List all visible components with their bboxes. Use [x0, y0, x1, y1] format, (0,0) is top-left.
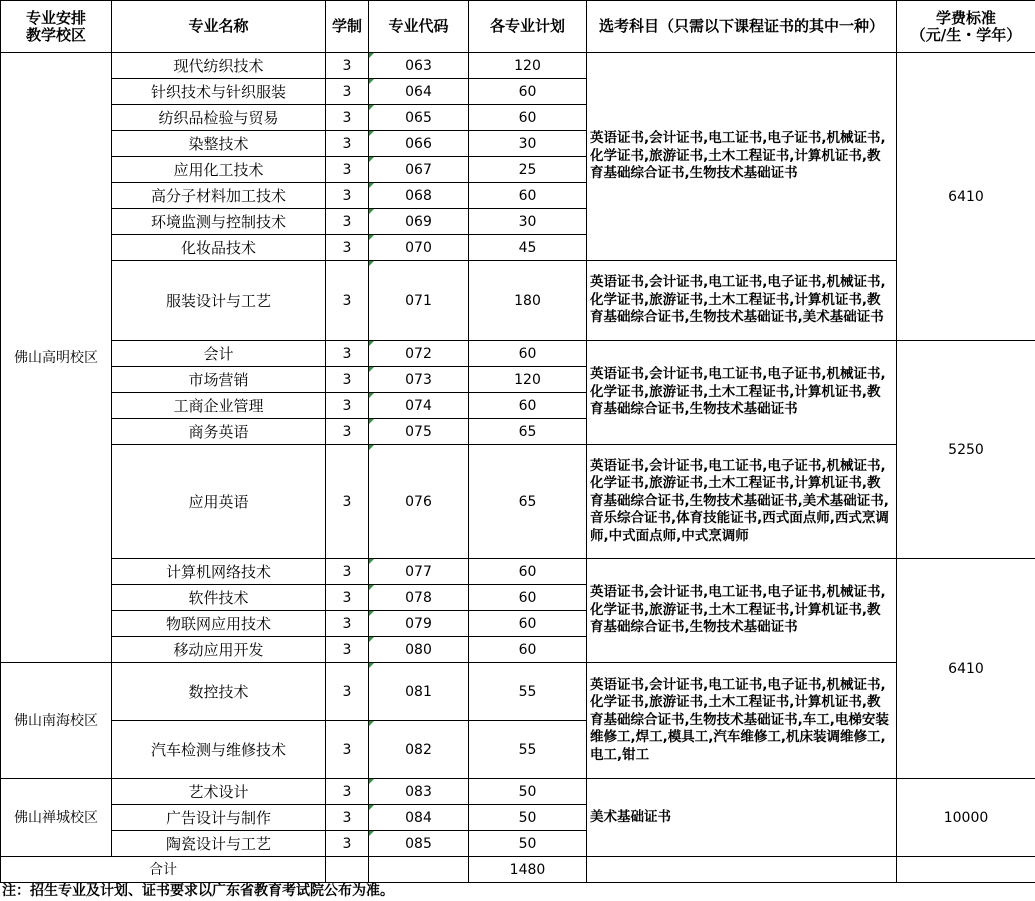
- major-plan: 55: [469, 663, 587, 721]
- major-years: 3: [326, 131, 369, 157]
- major-years: 3: [326, 79, 369, 105]
- major-years: 3: [326, 559, 369, 585]
- major-name: 工商企业管理: [112, 393, 326, 419]
- major-years: 3: [326, 53, 369, 79]
- table-row: [1, 663, 1035, 721]
- major-name: 物联网应用技术: [112, 611, 326, 637]
- major-name: 汽车检测与维修技术: [112, 721, 326, 779]
- major-code: 067: [369, 157, 469, 183]
- fee-cell: 5250: [897, 341, 1035, 559]
- major-plan: 120: [469, 367, 587, 393]
- major-plan: 60: [469, 105, 587, 131]
- fee-cell: 6410: [897, 559, 1035, 779]
- fee-cell: 10000: [897, 779, 1035, 857]
- major-years: 3: [326, 445, 369, 559]
- major-name: 服装设计与工艺: [112, 261, 326, 341]
- campus-cell: 佛山高明校区: [1, 53, 112, 663]
- major-name: 应用化工技术: [112, 157, 326, 183]
- header-years: 学制: [326, 1, 369, 53]
- subjects-cell: 英语证书,会计证书,电工证书,电子证书,机械证书,化学证书,旅游证书,土木工程证书,计算机证书,教育基础综合证书,生物技术基础证书,车工,电梯安装维修工,焊工,模具工,汽车维修工,机床装调维修工,电工,钳工: [587, 663, 897, 779]
- major-code: 082: [369, 721, 469, 779]
- major-years: 3: [326, 831, 369, 857]
- major-years: 3: [326, 585, 369, 611]
- major-years: 3: [326, 779, 369, 805]
- total-years-empty: [326, 857, 369, 883]
- table-row: [1, 445, 1035, 559]
- header-campus: 专业安排 教学校区: [1, 1, 112, 53]
- major-plan: 180: [469, 261, 587, 341]
- table-row: [1, 261, 1035, 341]
- major-years: 3: [326, 261, 369, 341]
- major-years: 3: [326, 235, 369, 261]
- major-plan: 65: [469, 419, 587, 445]
- major-plan: 60: [469, 585, 587, 611]
- major-name: 商务英语: [112, 419, 326, 445]
- total-subjects-empty: [587, 857, 897, 883]
- major-name: 艺术设计: [112, 779, 326, 805]
- header-plan: 各专业计划: [469, 1, 587, 53]
- subjects-cell: 英语证书,会计证书,电工证书,电子证书,机械证书,化学证书,旅游证书,土木工程证书,计算机证书,教育基础综合证书,生物技术基础证书,美术基础证书: [587, 261, 897, 341]
- major-years: 3: [326, 721, 369, 779]
- major-code: 077: [369, 559, 469, 585]
- major-plan: 30: [469, 209, 587, 235]
- major-plan: 55: [469, 721, 587, 779]
- major-years: 3: [326, 209, 369, 235]
- major-plan: 60: [469, 341, 587, 367]
- subjects-cell: 美术基础证书: [587, 779, 897, 857]
- major-code: 070: [369, 235, 469, 261]
- major-name: 数控技术: [112, 663, 326, 721]
- major-years: 3: [326, 393, 369, 419]
- major-name: 计算机网络技术: [112, 559, 326, 585]
- major-code: 065: [369, 105, 469, 131]
- major-code: 064: [369, 79, 469, 105]
- major-code: 084: [369, 805, 469, 831]
- major-code: 071: [369, 261, 469, 341]
- major-plan: 30: [469, 131, 587, 157]
- major-code: 079: [369, 611, 469, 637]
- major-years: 3: [326, 663, 369, 721]
- major-plan: 60: [469, 611, 587, 637]
- major-code: 078: [369, 585, 469, 611]
- major-code: 063: [369, 53, 469, 79]
- major-years: 3: [326, 367, 369, 393]
- major-code: 075: [369, 419, 469, 445]
- table-row: [1, 779, 1035, 805]
- major-name: 会计: [112, 341, 326, 367]
- major-name: 染整技术: [112, 131, 326, 157]
- major-years: 3: [326, 183, 369, 209]
- major-name: 市场营销: [112, 367, 326, 393]
- total-row: [1, 857, 1035, 883]
- major-plan: 60: [469, 637, 587, 663]
- major-years: 3: [326, 105, 369, 131]
- header-name: 专业名称: [112, 1, 326, 53]
- major-code: 069: [369, 209, 469, 235]
- subjects-cell: 英语证书,会计证书,电工证书,电子证书,机械证书,化学证书,旅游证书,土木工程证书,计算机证书,教育基础综合证书,生物技术基础证书: [587, 341, 897, 445]
- header-fee: 学费标准 （元/生・学年）: [897, 1, 1035, 53]
- major-code: 076: [369, 445, 469, 559]
- fee-cell: 6410: [897, 53, 1035, 341]
- subjects-cell: 英语证书,会计证书,电工证书,电子证书,机械证书,化学证书,旅游证书,土木工程证书,计算机证书,教育基础综合证书,生物技术基础证书: [587, 559, 897, 663]
- header-code: 专业代码: [369, 1, 469, 53]
- campus-cell: 佛山禅城校区: [1, 779, 112, 857]
- table-row: [1, 341, 1035, 367]
- major-code: 080: [369, 637, 469, 663]
- major-name: 广告设计与制作: [112, 805, 326, 831]
- major-name: 高分子材料加工技术: [112, 183, 326, 209]
- major-code: 066: [369, 131, 469, 157]
- total-plan: 1480: [469, 857, 587, 883]
- major-code: 074: [369, 393, 469, 419]
- major-name: 化妆品技术: [112, 235, 326, 261]
- major-name: 针织技术与针织服装: [112, 79, 326, 105]
- major-name: 环境监测与控制技术: [112, 209, 326, 235]
- major-plan: 60: [469, 559, 587, 585]
- subjects-cell: 英语证书,会计证书,电工证书,电子证书,机械证书,化学证书,旅游证书,土木工程证书,计算机证书,教育基础综合证书,生物技术基础证书: [587, 53, 897, 261]
- major-years: 3: [326, 419, 369, 445]
- table-row: [1, 53, 1035, 79]
- major-plan: 65: [469, 445, 587, 559]
- subjects-cell: 英语证书,会计证书,电工证书,电子证书,机械证书,化学证书,旅游证书,土木工程证书,计算机证书,教育基础综合证书,生物技术基础证书,美术基础证书,音乐综合证书,体育技能证书,西式面点师,西式烹调师,中式面点师,中式烹调师: [587, 445, 897, 559]
- major-plan: 50: [469, 779, 587, 805]
- major-years: 3: [326, 157, 369, 183]
- header-subjects: 选考科目（只需以下课程证书的其中一种）: [587, 1, 897, 53]
- campus-cell: 佛山南海校区: [1, 663, 112, 779]
- header-row: [1, 1, 1035, 53]
- major-years: 3: [326, 637, 369, 663]
- major-code: 085: [369, 831, 469, 857]
- major-years: 3: [326, 611, 369, 637]
- major-plan: 25: [469, 157, 587, 183]
- table-row: [1, 559, 1035, 585]
- major-plan: 120: [469, 53, 587, 79]
- footnote: 注：招生专业及计划、证书要求以广东省教育考试院公布为准。: [2, 883, 394, 899]
- major-years: 3: [326, 805, 369, 831]
- total-code-empty: [369, 857, 469, 883]
- major-code: 068: [369, 183, 469, 209]
- total-fee-empty: [897, 857, 1035, 883]
- major-plan: 50: [469, 831, 587, 857]
- major-name: 移动应用开发: [112, 637, 326, 663]
- major-years: 3: [326, 341, 369, 367]
- major-name: 现代纺织技术: [112, 53, 326, 79]
- major-code: 073: [369, 367, 469, 393]
- major-plan: 60: [469, 183, 587, 209]
- major-plan: 60: [469, 393, 587, 419]
- total-label: 合计: [1, 857, 326, 883]
- major-code: 072: [369, 341, 469, 367]
- major-name: 陶瓷设计与工艺: [112, 831, 326, 857]
- major-name: 纺织品检验与贸易: [112, 105, 326, 131]
- major-plan: 60: [469, 79, 587, 105]
- major-plan: 45: [469, 235, 587, 261]
- major-code: 081: [369, 663, 469, 721]
- major-name: 软件技术: [112, 585, 326, 611]
- major-plan: 50: [469, 805, 587, 831]
- major-code: 083: [369, 779, 469, 805]
- major-name: 应用英语: [112, 445, 326, 559]
